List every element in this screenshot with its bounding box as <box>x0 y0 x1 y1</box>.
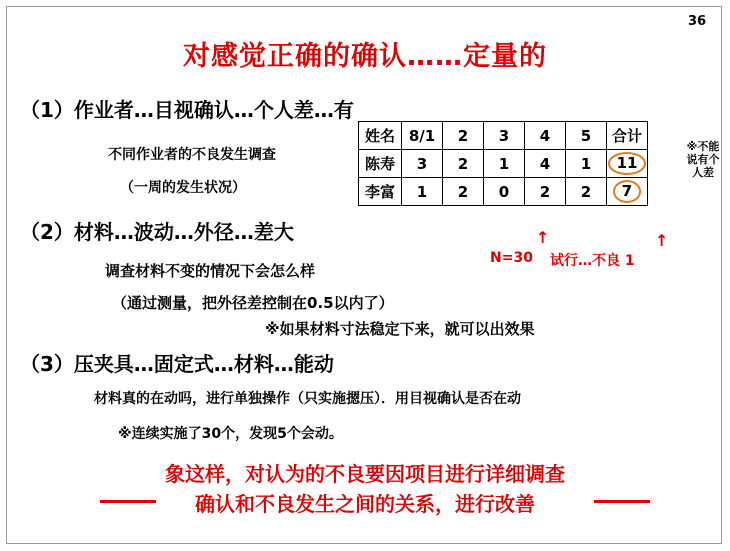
trial-defect-label: 试行…不良 1 <box>550 253 635 269</box>
closing-line2: 确认和不良发生之间的关系，进行改善 <box>195 492 535 516</box>
table-header-row <box>359 122 648 150</box>
table-cell: 4 <box>525 150 566 178</box>
table-cell-total <box>607 178 648 206</box>
section2-heading: （2）材料…波动…外径…差大 <box>20 220 294 244</box>
total-circle: 7 <box>613 180 641 203</box>
table-cell: 3 <box>402 150 443 178</box>
slide-title: 对感觉正确的确认……定量的 <box>183 41 547 72</box>
table-cell: 2 <box>443 150 484 178</box>
table-header-cell: 姓名 <box>359 122 402 150</box>
section3-line1: 材料真的在动吗，进行单独操作（只实施摁压）．用目视确认是否在动 <box>94 391 521 407</box>
red-rule-right <box>594 500 650 503</box>
arrow-up-icon: ↑ <box>655 231 669 250</box>
page-number: 36 <box>688 14 707 29</box>
table-cell-name: 李富 <box>359 178 402 206</box>
table-header-cell: 2 <box>443 122 484 150</box>
table-cell: 1 <box>484 150 525 178</box>
arrow-up-icon: ↑ <box>536 228 550 247</box>
section3-line2: ※连续实施了30个，发现5个会动。 <box>118 426 343 442</box>
table-header-cell: 合计 <box>607 122 648 150</box>
table-cell: 0 <box>484 178 525 206</box>
section3-heading: （3）压夹具…固定式…材料…能动 <box>20 352 334 376</box>
table-row <box>359 178 648 206</box>
section2-line3: ※如果材料寸法稳定下来，就可以出效果 <box>265 320 535 338</box>
table-cell: 2 <box>566 178 607 206</box>
total-circle: 11 <box>608 152 647 175</box>
table-header-cell: 3 <box>484 122 525 150</box>
section1-line2: （一周的发生状况） <box>120 180 246 196</box>
section1-line1: 不同作业者的不良发生调查 <box>108 147 276 163</box>
table-row <box>359 150 648 178</box>
sample-size-label: N=30 <box>490 250 533 266</box>
defect-table <box>358 121 648 206</box>
table-cell: 1 <box>402 178 443 206</box>
section2-line2: （通过测量，把外径差控制在0.5以内了） <box>112 294 394 312</box>
table-header-cell: 4 <box>525 122 566 150</box>
table-cell: 1 <box>566 150 607 178</box>
closing-line1: 象这样，对认为的不良要因项目进行详细调查 <box>165 462 565 486</box>
table-cell: 2 <box>525 178 566 206</box>
table-header-cell: 5 <box>566 122 607 150</box>
table-cell-name: 陈寿 <box>359 150 402 178</box>
table-header-cell: 8/1 <box>402 122 443 150</box>
side-note: ※不能说有个人差 <box>686 140 720 179</box>
section1-heading: （1）作业者…目视确认…个人差…有 <box>20 98 354 122</box>
table-cell: 2 <box>443 178 484 206</box>
section2-line1: 调查材料不变的情况下会怎么样 <box>105 262 316 280</box>
table-cell-total <box>607 150 648 178</box>
